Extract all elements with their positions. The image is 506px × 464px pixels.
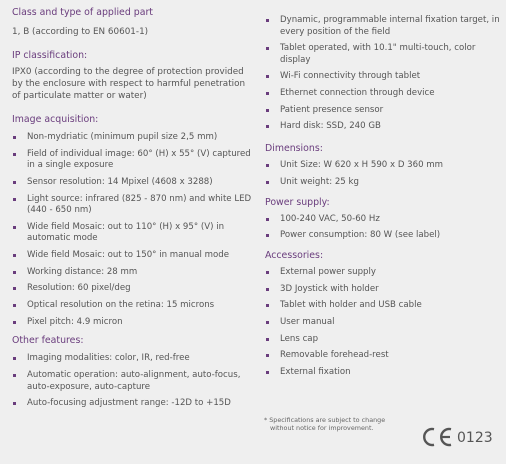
list-item: Tablet operated, with 10.1" multi-touch, color display	[265, 43, 501, 66]
other-features-title: Other features:	[12, 335, 84, 347]
list-item: Field of individual image: 60° (H) x 55° (V) captured in a single exposure	[12, 149, 256, 172]
list-item: User manual	[265, 317, 501, 329]
accessories-list	[265, 267, 501, 379]
left-column	[12, 0, 256, 415]
list-item: Dynamic, programmable internal fixation target, in every position of the field	[265, 15, 501, 38]
list-item: Wide field Mosaic: out to 150° in manual mode	[12, 250, 256, 262]
power-supply-list	[265, 214, 501, 242]
list-item: External fixation	[265, 367, 501, 379]
footnote-line-2: without notice for improvement.	[270, 424, 374, 432]
list-item: Hard disk: SSD, 240 GB	[265, 121, 501, 133]
list-item: Power consumption: 80 W (see label)	[265, 230, 501, 242]
list-item: 3D Joystick with holder	[265, 284, 501, 296]
list-item: Imaging modalities: color, IR, red-free	[12, 353, 256, 365]
other-features-list	[12, 353, 256, 409]
notified-body-number: 0123	[457, 430, 493, 446]
list-item: Non-mydriatic (minimum pupil size 2,5 mm)	[12, 132, 256, 144]
list-item: Auto-focusing adjustment range: -12D to +15D	[12, 398, 256, 410]
list-item: Tablet with holder and USB cable	[265, 300, 501, 312]
features-list	[265, 15, 501, 133]
list-item: Unit weight: 25 kg	[265, 177, 501, 189]
list-item: Resolution: 60 pixel/deg	[12, 283, 256, 295]
right-column	[265, 0, 501, 384]
footnote-line-1: * Specifications are subject to change	[264, 416, 386, 424]
list-item: Sensor resolution: 14 Mpixel (4608 x 3288)	[12, 177, 256, 189]
list-item: Wi-Fi connectivity through tablet	[265, 71, 501, 83]
list-item: Wide field Mosaic: out to 110° (H) x 95° (V) in automatic mode	[12, 222, 256, 245]
list-item: 100-240 VAC, 50-60 Hz	[265, 214, 501, 226]
list-item: Light source: infrared (825 - 870 nm) and white LED (440 - 650 nm)	[12, 194, 256, 217]
image-acquisition-list	[12, 132, 256, 328]
ip-classification-value: IPX0 (according to the degree of protection provided by the enclosure with respect to harmful penetration of particulate matter or water)	[12, 67, 246, 101]
list-item: Removable forehead-rest	[265, 350, 501, 362]
list-item: External power supply	[265, 267, 501, 279]
list-item: Patient presence sensor	[265, 105, 501, 117]
list-item: Working distance: 28 mm	[12, 267, 256, 279]
list-item: Optical resolution on the retina: 15 microns	[12, 300, 256, 312]
power-supply-title: Power supply:	[265, 196, 330, 208]
ce-logo-icon	[419, 427, 453, 447]
list-item: Ethernet connection through device	[265, 88, 501, 100]
list-item: Automatic operation: auto-alignment, auto-focus, auto-exposure, auto-capture	[12, 370, 256, 393]
list-item: Unit Size: W 620 x H 590 x D 360 mm	[265, 160, 501, 172]
image-acquisition-title: Image acquisition:	[12, 114, 99, 125]
ce-mark	[419, 426, 499, 450]
specifications-footnote	[264, 416, 424, 432]
class-type-title: Class and type of applied part	[12, 7, 153, 18]
dimensions-list	[265, 160, 501, 188]
list-item: Pixel pitch: 4.9 micron	[12, 317, 256, 329]
accessories-title: Accessories:	[265, 249, 324, 261]
class-type-value: 1, B (according to EN 60601-1)	[12, 27, 149, 37]
ip-classification-title: IP classification:	[12, 50, 88, 61]
list-item: Lens cap	[265, 334, 501, 346]
dimensions-title: Dimensions:	[265, 143, 323, 155]
